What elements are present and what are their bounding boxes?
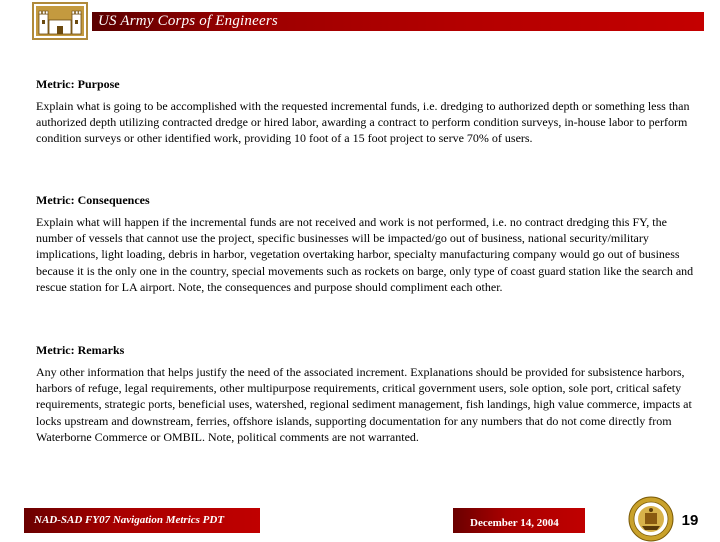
section-body-purpose: Explain what is going to be accomplished with the requested incremental funds, i.e. dredging to authorized depth or something less than authorized depth utilizing contracted dredge or hired labor, awarding a contract to perform condition surveys, in-house labor to perform condition surveys or other identified work, providing 10 foot of a 15 foot project to serve 70% of users. <box>36 99 690 146</box>
page-number: 19 <box>681 512 699 529</box>
army-seal-icon <box>628 496 674 542</box>
castle-logo-icon <box>32 2 88 40</box>
header-title: US Army Corps of Engineers <box>98 13 278 29</box>
section-body-remarks: Any other information that helps justify the need of the associated increment. Explanations should be provided for subsistence harbors, harbors of refuge, legal requirements, other multipurpose requirements, critical government users, sole option, sole port, critical safety requirements, strategic ports, beneficial uses, watershed, regional sediment management, fish landings, high value commerce, impacts at locks upstream and downstream, ferries, offshore islands, supporting documentation for any numbers that do not come directly from Waterborne Commerce or OMBIL. Note, political comments are not warranted. <box>36 365 692 444</box>
section-body-consequences: Explain what will happen if the incremental funds are not received and work is not performed, i.e. no contract dredging this FY, the number of vessels that cannot use the project, specific businesses will be impacted/go out of business, national security/military implications, light loading, debris in harbor, vegetation overtaking harbor, specialty manufacturing company would go out of business because it is the only one in the country, special movements such as rockets on barge, only type of coast guard station like the search and rescue station for LA airport. Note, the consequences and purpose should compliment each other. <box>36 215 694 294</box>
footer-date: December 14, 2004 <box>470 517 559 529</box>
footer-left-text: NAD-SAD FY07 Navigation Metrics PDT <box>34 514 225 526</box>
section-title-remarks: Metric: Remarks <box>36 343 125 357</box>
section-title-purpose: Metric: Purpose <box>36 77 120 91</box>
section-title-consequences: Metric: Consequences <box>36 193 150 207</box>
